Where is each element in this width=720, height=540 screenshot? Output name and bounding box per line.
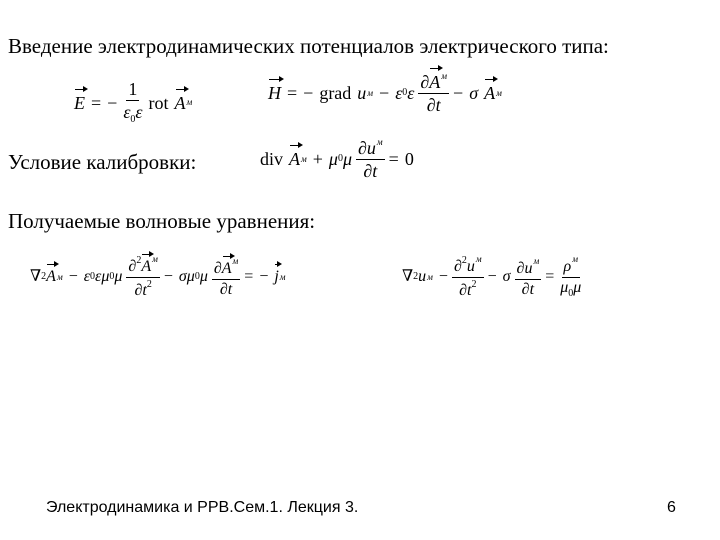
heading-waves: Получаемые волновые уравнения: [8,209,316,233]
formula-wave-u: ∇ 2 u м − $\frac{\partial^2u^м}{\partial t^2}$ − σ $\frac{\partial u^м}{\partial t}$ = $\frac{\rho^м}{\mu_0\mu}$ [402,254,582,299]
formula-wave-a: ∇ 2 A м − ε 0 εμ 0 μ $\frac{\partial^2A^м}{\partial t^2}$ − σμ 0 μ $\frac{\partial A^м}{\partial t}$ = − j м [30,254,286,299]
page-number: 6 [667,499,676,516]
heading-intro: Введение электродинамических потенциалов электрического типа: [8,34,609,58]
footer-course: Электродинамика и РРВ.Сем.1. Лекция 3. [46,499,359,516]
formula-h-field: H = − grad u м − ε 0 ε $\frac{\partial A^м}{\partial t}$ − σ A м [268,71,502,115]
formula-e-field: E = − $\frac{1}{\varepsilon_0\varepsilon}$ rot A м [74,79,193,125]
heading-gauge: Условие калибровки: [8,150,197,174]
formula-gauge: div A м + μ 0 μ $\frac{\partial u^м}{\partial t}$ = 0 [260,137,414,181]
